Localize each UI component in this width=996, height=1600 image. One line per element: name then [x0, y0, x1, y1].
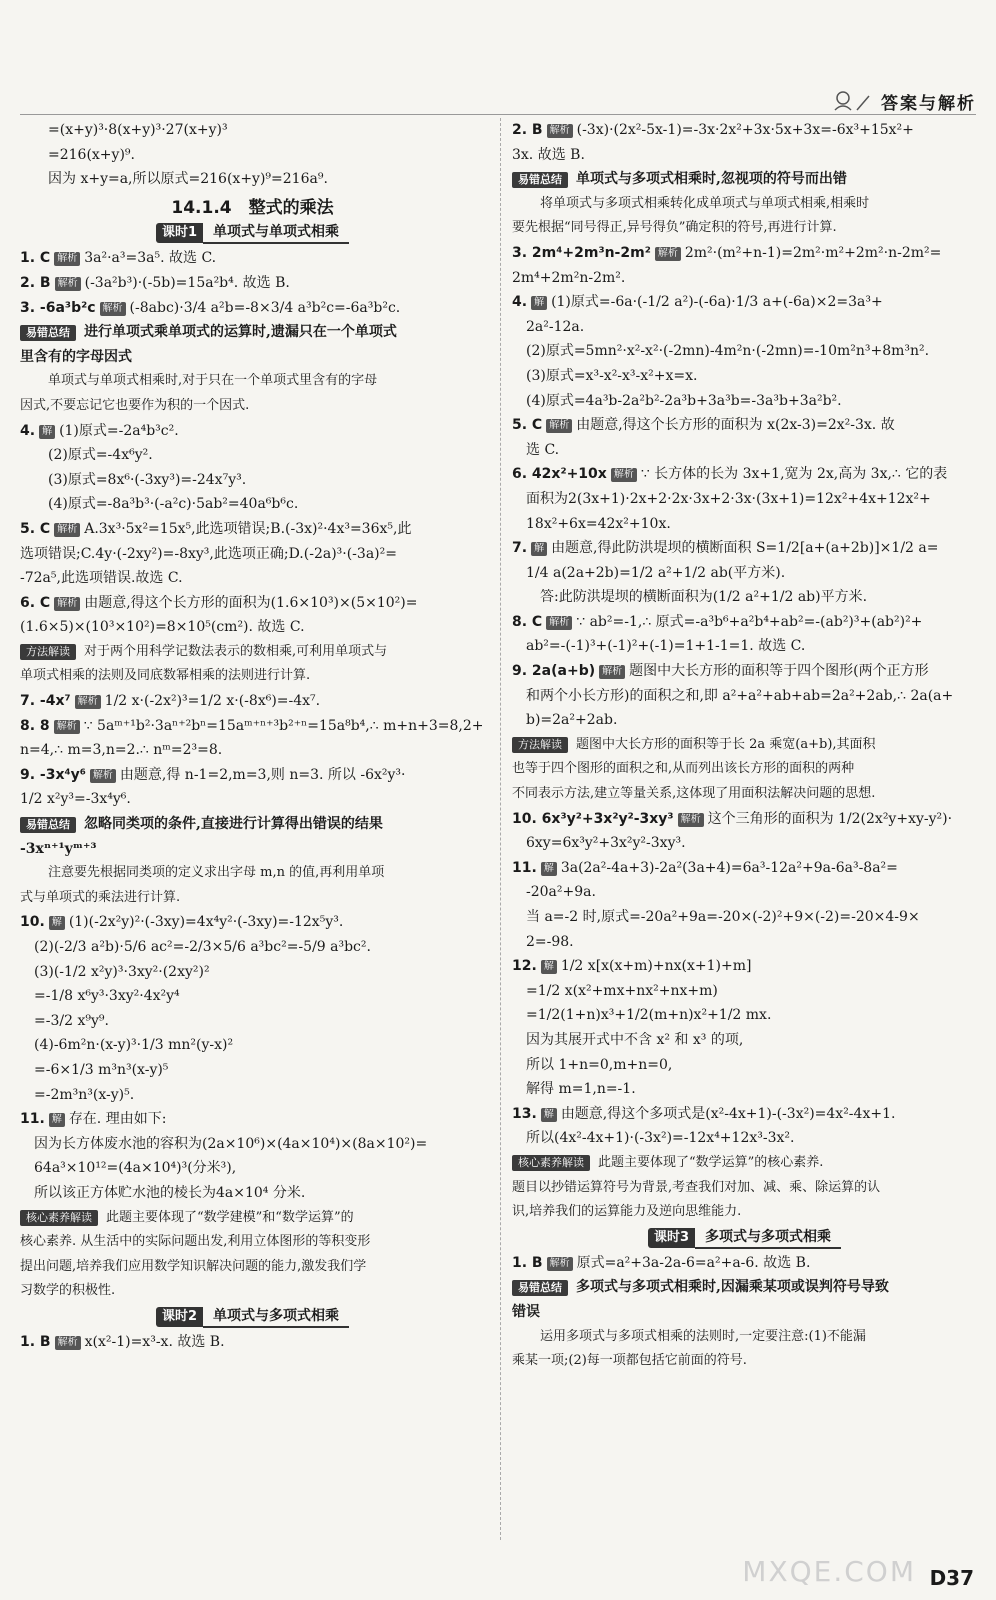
answer-text: (-3x)·(2x²-5x-1)=-3x·2x²+3x·5x+3x=-6x³+15x²+: [576, 122, 914, 138]
answer-text: ∵ 5aᵐ⁺¹b²·3aⁿ⁺²bⁿ=15aᵐ⁺ⁿ⁺³b²⁺ⁿ=15a⁸b⁴,∴ m+n+3=8,2+: [83, 717, 484, 734]
analysis-tag: 解析: [75, 695, 101, 709]
answer-item: [20, 517, 485, 542]
answer-line: 3x. 故选 B.: [512, 146, 585, 163]
answer-item: [20, 591, 485, 616]
header-rule: [20, 114, 976, 115]
analysis-tag: 解析: [54, 252, 80, 266]
right-column: [512, 118, 977, 1374]
answer-line: (4)-6m²n·(x-y)³·1/3 mn²(y-x)²: [34, 1037, 234, 1054]
analysis-tag: 解析: [547, 1257, 573, 1271]
error-summary-title: 单项式与多项式相乘时,忽视项的符号而出错: [576, 171, 847, 188]
logo-icon: [831, 88, 871, 114]
answer-line: 因为长方体废水池的容积为(2a×10⁶)×(4a×10⁴)×(8a×10²)=: [34, 1135, 428, 1152]
answer-line: -72a⁵,此选项错误.故选 C.: [20, 570, 183, 587]
answer-number: 1. C: [20, 250, 51, 267]
analysis-tag: 解析: [55, 277, 81, 291]
answer-line: 所以 1+n=0,m+n=0,: [526, 1056, 673, 1073]
answer-number: 5. C: [512, 417, 543, 434]
answer-item: [20, 419, 485, 444]
answer-text: (1)(-2x²y)²·(-3xy)=4x⁴y²·(-3xy)=-12x⁵y³.: [68, 914, 344, 931]
analysis-tag: 解析: [546, 616, 572, 630]
analysis-tag: 解析: [655, 247, 681, 261]
answer-line: 和两个小长方形)的面积之和,即 a²+a²+ab+ab=2a²+2ab,∴ 2a(a+: [526, 687, 954, 704]
answer-line: 当 a=-2 时,原式=-20a²+9a=-20×(-2)²+9×(-2)=-20×4-9×: [526, 909, 920, 925]
answer-item: [512, 1102, 977, 1127]
section-title: 14.1.4 整式的乘法: [171, 197, 334, 218]
error-summary-label: 易错总结: [512, 172, 568, 188]
core-literacy-text: 此题主要体现了“数学运算”的核心素养.: [598, 1154, 824, 1170]
answer-line: 面积为2(3x+1)·2x+2·2x·3x+2·3x·(3x+1)=12x²+4x+12x²+: [526, 490, 931, 507]
column-divider: [500, 118, 501, 1540]
answer-number: 13.: [512, 1105, 537, 1122]
answer-line: =-3/2 x⁹y⁹.: [34, 1012, 109, 1029]
answer-line: (2)原式=5mn²·x²-x²·(-2mn)-4m²n·(-2mn)=-10m²n³+8m³n².: [526, 343, 930, 360]
answer-line: (4)原式=4a³b-2a²b²-2a³b+3a³b=-3a³b+3a²b².: [526, 392, 842, 409]
answer-text: 由题意,得这个长方形的面积为(1.6×10³)×(5×10²)=: [84, 594, 418, 611]
error-summary-label: 易错总结: [20, 817, 76, 833]
answer-line: 所以(4x²-4x+1)·(-3x²)=-12x⁴+12x³-3x².: [526, 1130, 795, 1147]
core-literacy-text: 核心素养. 从生活中的实际问题出发,利用立体图形的等积变形: [20, 1234, 371, 1250]
answer-item: [20, 689, 485, 714]
method-note: [20, 640, 485, 665]
answer-text: (1)原式=-2a⁴b³c².: [59, 422, 179, 439]
answer-text: 1/2 x[x(x+m)+nx(x+1)+m]: [560, 958, 752, 975]
analysis-tag: 解析: [90, 769, 116, 783]
error-summary-text: 将单项式与多项式相乘转化成单项式与单项式相乘,相乘时: [540, 195, 870, 211]
answer-text: 题图中大长方形的面积等于四个图形(两个正方形: [629, 663, 929, 680]
error-summary-text: 单项式与单项式相乘时,对于只在一个单项式里含有的字母: [48, 373, 378, 389]
answer-item: [512, 659, 977, 684]
answer-text: ∵ ab²=-1,∴ 原式=-a³b⁶+a²b⁴+ab²=-(ab²)³+(ab²)²+: [576, 613, 923, 630]
answer-line: 18x²+6x=42x²+10x.: [526, 515, 671, 532]
solve-tag: 解: [49, 1113, 65, 1127]
solve-tag: 解: [531, 296, 547, 310]
analysis-tag: 解析: [547, 124, 573, 138]
core-literacy-note: [20, 1206, 485, 1231]
answer-item: [512, 1251, 977, 1276]
answer-item: [20, 714, 485, 739]
method-text: 也等于四个图形的面积之和,从而列出该长方形的面积的两种: [512, 761, 855, 777]
answer-line: 选项错误;C.4y·(-2xy²)=-8xy³,此选项正确;D.(-2a)³·(-3a)²=: [20, 545, 397, 562]
answer-item: [20, 296, 485, 321]
answer-text: ∵ 长方体的长为 3x+1,宽为 2x,高为 3x,∴ 它的表: [640, 466, 948, 483]
answer-line: (1.6×5)×(10³×10²)=8×10⁵(cm²). 故选 C.: [20, 619, 305, 636]
core-literacy-text: 题目以抄错运算符号为背景,考查我们对加、减、乘、除运算的认: [512, 1179, 881, 1195]
answer-item: [512, 241, 977, 266]
answer-text: 存在. 理由如下:: [68, 1111, 167, 1128]
answer-text: A.3x³·5x²=15x⁵,此选项错误;B.(-3x)²·4x³=36x⁵,此: [84, 520, 412, 537]
answer-line: (4)原式=-8a³b³·(-a²c)·5ab²=40a⁶b⁶c.: [48, 496, 299, 513]
lesson-name: 多项式与多项式相乘: [695, 1227, 841, 1249]
answer-number: 3. -6a³b²c: [20, 299, 96, 316]
solve-tag: 解: [541, 1108, 557, 1122]
lesson-header: [512, 1227, 977, 1249]
answer-number: 8. C: [512, 613, 543, 630]
answer-line: =-1/8 x⁶y³·3xy²·4x²y⁴: [34, 988, 180, 1005]
answer-line: -20a²+9a.: [526, 884, 596, 901]
error-summary-text: 要先根据“同号得正,异号得负”确定积的符号,再进行计算.: [512, 220, 837, 236]
answer-number: 7. -4x⁷: [20, 693, 71, 710]
answer-line: 选 C.: [526, 441, 560, 458]
solve-tag: 解: [39, 425, 55, 439]
method-note: [512, 733, 977, 758]
answer-number: 12.: [512, 958, 537, 975]
lesson-name: 单项式与单项式相乘: [203, 222, 349, 244]
answer-line: =-6×1/3 m³n³(x-y)⁵: [34, 1061, 169, 1078]
answer-item: [512, 290, 977, 315]
method-text: 题图中大长方形的面积等于长 2a 乘宽(a+b),其面积: [576, 736, 876, 752]
answer-line: 2=-98.: [526, 933, 574, 950]
answer-text: 3a²·a³=3a⁵. 故选 C.: [84, 250, 217, 267]
answer-number: 1. B: [512, 1254, 543, 1271]
answer-item: [20, 271, 485, 296]
answer-number: 10.: [20, 914, 45, 931]
intro-line: =(x+y)³·8(x+y)³·27(x+y)³: [48, 122, 228, 138]
page-header: [831, 88, 976, 114]
answer-line: =1/2 x(x²+mx+nx²+nx+m): [526, 982, 718, 999]
header-title: 答案与解析: [881, 93, 976, 114]
method-text: 单项式相乘的法则及同底数幂相乘的法则进行计算.: [20, 668, 311, 684]
analysis-tag: 解析: [100, 302, 126, 316]
answer-number: 6. C: [20, 594, 51, 611]
answer-line: 64a³×10¹²=(4a×10⁴)³(分米³),: [34, 1160, 237, 1177]
lesson-name: 单项式与多项式相乘: [203, 1306, 349, 1328]
error-summary-text: 因式,不要忘记它也要作为积的一个因式.: [20, 397, 250, 413]
answer-number: 1. B: [20, 1333, 51, 1350]
answer-text: 3a(2a²-4a+3)-2a²(3a+4)=6a³-12a²+9a-6a³-8a²=: [560, 859, 898, 876]
answer-number: 7.: [512, 540, 528, 557]
answer-line: 解得 m=1,n=-1.: [526, 1081, 636, 1098]
error-summary-title-cont: 错误: [512, 1303, 540, 1320]
answer-line: 6xy=6x³y²+3x²y²-3xy³.: [526, 835, 686, 852]
analysis-tag: 解析: [54, 597, 80, 611]
error-summary-text: 式与单项式的乘法进行计算.: [20, 889, 181, 905]
answer-number: 2. B: [512, 122, 543, 138]
error-summary-title-cont: 里含有的字母因式: [20, 348, 132, 365]
answer-line: (3)原式=8x⁶·(-3xy³)=-24x⁷y³.: [48, 471, 247, 488]
answer-text: 这个三角形的面积为 1/2(2x²y+xy-y²)·: [707, 810, 953, 827]
answer-line: (3)原式=x³-x²-x³-x²+x=x.: [526, 367, 698, 384]
answer-item: [20, 246, 485, 271]
answer-line: ab²=-(-1)³+(-1)²+(-1)=1+1-1=1. 故选 C.: [526, 638, 806, 655]
answer-text: (-8abc)·3/4 a²b=-8×3/4 a³b²c=-6a³b²c.: [129, 299, 401, 316]
lesson-header: [20, 1306, 485, 1328]
answer-line: b)=2a²+2ab.: [526, 712, 618, 729]
answer-item: [512, 807, 977, 832]
error-summary: [20, 812, 485, 837]
intro-line: =216(x+y)⁹.: [48, 146, 135, 163]
answer-text: 2m²·(m²+n-1)=2m²·m²+2m²·n-2m²=: [684, 244, 942, 261]
answer-number: 5. C: [20, 520, 51, 537]
answer-line: 因为其展开式中不含 x² 和 x³ 的项,: [526, 1031, 744, 1048]
error-summary-title: 多项式与多项式相乘时,因漏乘某项或误判符号导致: [576, 1279, 889, 1296]
analysis-tag: 解析: [678, 813, 704, 827]
answer-text: 由题意,得这个多项式是(x²-4x+1)-(-3x²)=4x²-4x+1.: [560, 1105, 896, 1122]
answer-item: [512, 610, 977, 635]
answer-item: [20, 1107, 485, 1132]
answer-text: (-3a²b³)·(-5b)=15a²b⁴. 故选 B.: [84, 274, 290, 291]
lesson-header: [20, 222, 485, 244]
analysis-tag: 解析: [54, 523, 80, 537]
answer-line: 答:此防洪堤坝的横断面积为(1/2 a²+1/2 ab)平方米.: [540, 589, 868, 606]
analysis-tag: 解析: [611, 468, 637, 482]
error-summary: [20, 320, 485, 345]
lesson-label: 课时3: [648, 1228, 695, 1248]
error-summary-text: 运用多项式与多项式相乘的法则时,一定要注意:(1)不能漏: [540, 1328, 866, 1344]
core-literacy-label: 核心素养解读: [20, 1210, 98, 1226]
error-summary-text: 注意要先根据同类项的定义求出字母 m,n 的值,再利用单项: [48, 865, 385, 881]
solve-tag: 解: [531, 542, 547, 556]
core-literacy-text: 习数学的积极性.: [20, 1283, 116, 1299]
method-label: 方法解读: [512, 737, 568, 753]
answer-text: (1)原式=-6a·(-1/2 a²)-(-6a)·1/3 a+(-6a)×2=3a³+: [551, 294, 883, 311]
error-summary-label: 易错总结: [20, 325, 76, 341]
solve-tag: 解: [49, 916, 65, 930]
answer-number: 9. -3x⁴y⁶: [20, 766, 86, 783]
answer-line: 1/4 a(2a+2b)=1/2 a²+1/2 ab(平方米).: [526, 564, 786, 581]
answer-text: 由题意,得此防洪堤坝的横断面积 S=1/2[a+(a+2b)]×1/2 a=: [551, 540, 939, 557]
answer-text: 由题意,得 n-1=2,m=3,则 n=3. 所以 -6x²y³·: [119, 766, 406, 783]
intro-line: 因为 x+y=a,所以原式=216(x+y)⁹=216a⁹.: [48, 171, 328, 188]
core-literacy-text: 提出问题,培养我们应用数学知识解决问题的能力,激发我们学: [20, 1258, 367, 1274]
answer-line: (3)(-1/2 x²y)³·3xy²·(2xy²)²: [34, 963, 210, 980]
core-literacy-note: [512, 1151, 977, 1176]
lesson-label: 课时2: [156, 1307, 203, 1327]
answer-number: 10. 6x³y²+3x²y²-3xy³: [512, 810, 674, 827]
answer-line: 2m⁴+2m²n-2m².: [512, 269, 626, 286]
solve-tag: 解: [541, 862, 557, 876]
error-summary: [512, 1275, 977, 1300]
left-column: [20, 118, 485, 1355]
error-summary-text: 乘某一项;(2)每一项都包括它前面的符号.: [512, 1353, 747, 1369]
answer-line: 1/2 x²y³=-3x⁴y⁶.: [20, 791, 131, 808]
answer-text: 原式=a²+3a-2a-6=a²+a-6. 故选 B.: [576, 1254, 811, 1271]
core-literacy-text: 此题主要体现了“数学建模”和“数学运算”的: [106, 1209, 354, 1225]
watermark: MXQE.COM: [742, 1555, 916, 1588]
answer-item: [20, 1330, 485, 1355]
error-summary-title: 进行单项式乘单项式的运算时,遗漏只在一个单项式: [84, 324, 397, 341]
error-summary: [512, 167, 977, 192]
answer-number: 11.: [512, 859, 537, 876]
answer-item: [512, 462, 977, 487]
answer-number: 4.: [512, 294, 528, 311]
analysis-tag: 解析: [546, 419, 572, 433]
error-summary-label: 易错总结: [512, 1280, 568, 1296]
answer-line: n=4,∴ m=3,n=2.∴ nᵐ=2³=8.: [20, 742, 223, 759]
answer-item: [512, 954, 977, 979]
answer-line: =-2m³n³(x-y)⁵.: [34, 1086, 135, 1103]
error-summary-title: 忽略同类项的条件,直接进行计算得出错误的结果: [84, 816, 383, 833]
error-summary-formula: -3xⁿ⁺¹yᵐ⁺³: [20, 840, 97, 857]
page-number: D37: [929, 1566, 974, 1590]
answer-item: [512, 413, 977, 438]
answer-text: 1/2 x·(-2x²)³=1/2 x·(-8x⁶)=-4x⁷.: [104, 693, 321, 710]
method-text: 不同表示方法,建立等量关系,这体现了用面积法解决问题的思想.: [512, 786, 876, 802]
answer-item: [512, 856, 977, 881]
answer-text: 由题意,得这个长方形的面积为 x(2x-3)=2x²-3x. 故: [576, 417, 895, 434]
answer-number: 2. B: [20, 274, 51, 291]
answer-line: 2a²-12a.: [526, 318, 585, 335]
answer-item: [20, 763, 485, 788]
analysis-tag: 解析: [54, 720, 80, 734]
analysis-tag: 解析: [599, 665, 625, 679]
answer-line: (2)原式=-4x⁶y².: [48, 447, 153, 464]
analysis-tag: 解析: [55, 1336, 81, 1350]
core-literacy-text: 识,培养我们的运算能力及逆向思维能力.: [512, 1204, 742, 1220]
answer-text: x(x²-1)=x³-x. 故选 B.: [84, 1333, 225, 1350]
answer-item: [512, 536, 977, 561]
answer-number: 9. 2a(a+b): [512, 663, 596, 680]
answer-number: 3. 2m⁴+2m³n-2m²: [512, 244, 651, 261]
lesson-label: 课时1: [156, 223, 203, 243]
method-label: 方法解读: [20, 644, 76, 660]
answer-line: 所以该正方体贮水池的棱长为4a×10⁴ 分米.: [34, 1184, 306, 1201]
core-literacy-label: 核心素养解读: [512, 1155, 590, 1171]
answer-line: =1/2(1+n)x³+1/2(m+n)x²+1/2 mx.: [526, 1007, 772, 1024]
method-text: 对于两个用科学记数法表示的数相乘,可利用单项式与: [84, 643, 388, 659]
answer-number: 8. 8: [20, 717, 50, 734]
answer-item: [20, 910, 485, 935]
solve-tag: 解: [541, 960, 557, 974]
answer-number: 6. 42x²+10x: [512, 466, 607, 483]
answer-number: 11.: [20, 1111, 45, 1128]
answer-number: 4.: [20, 422, 36, 439]
answer-item: [512, 118, 977, 143]
answer-line: (2)(-2/3 a²b)·5/6 ac²=-2/3×5/6 a³bc²=-5/9 a³bc².: [34, 939, 371, 955]
